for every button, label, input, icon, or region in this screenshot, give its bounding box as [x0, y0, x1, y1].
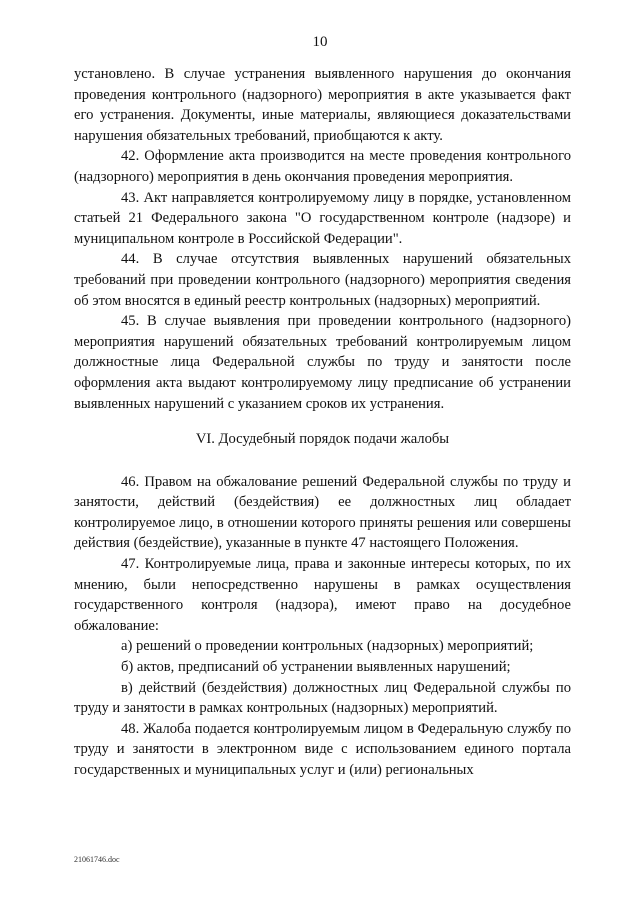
paragraph-46: 46. Правом на обжалование решений Федеральной службы по труду и занятости, действий (бездействия) ее должностных лиц обладает контролируемое лицо, в отношении которого приняты решения или совершены действия (бездействие), указанные в пункте 47 настоящего Положения.: [74, 473, 571, 552]
paragraph-42: 42. Оформление акта производится на месте проведения контрольного (надзорного) мероприятия в день окончания проведения мероприятия.: [74, 148, 571, 185]
paragraph-48: 48. Жалоба подается контролируемым лицом в Федеральную службу по труду и занятости в электронном виде с использованием единого портала государственных и муниципальных услуг и (или) региональных: [74, 720, 571, 778]
paragraph-47: 47. Контролируемые лица, права и законные интересы которых, по их мнению, были непосредственно нарушены в рамках осуществления государственного контроля (надзора), имеют право на досудебное обжалование:: [74, 556, 571, 634]
paragraph-continuation: установлено. В случае устранения выявленного нарушения до окончания проведения контрольного (надзорного) мероприятия в акте указывается факт его устранения. Документы, иные материалы, являющиеся доказательствами нарушения обязательных требований, приобщаются к акту.: [74, 66, 571, 144]
page-number: 10: [312, 34, 328, 50]
document-body: [74, 64, 571, 781]
list-item-v: в) действий (бездействия) должностных лиц Федеральной службы по труду и занятости в рамках контрольных (надзорных) мероприятий.: [74, 679, 571, 717]
list-item-b: б) актов, предписаний об устранении выявленных нарушений;: [121, 659, 511, 676]
list-item-a: а) решений о проведении контрольных (надзорных) мероприятий;: [121, 638, 534, 655]
paragraph-45: 45. В случае выявления при проведении контрольного (надзорного) мероприятия нарушений обязательных требований контролируемым лицом должностные лица Федеральной службы по труду и занятости после оформления акта выдают контролируемому лицу предписание об устранении выявленных нарушений с указанием сроков их устранения.: [74, 313, 571, 412]
paragraph-44: 44. В случае отсутствия выявленных нарушений обязательных требований при проведении контрольного (надзорного) мероприятия сведения об этом вносятся в единый реестр контрольных (надзорных) мероприятий.: [74, 251, 571, 309]
footer-document-id: 21061746.doc: [74, 855, 120, 864]
paragraph-43: 43. Акт направляется контролируемому лицу в порядке, установленном статьей 21 Федерального закона "О государственном контроле (надзоре) и муниципальном контроле в Российской Федерации".: [74, 189, 571, 247]
section-heading: VI. Досудебный порядок подачи жалобы: [195, 431, 450, 448]
